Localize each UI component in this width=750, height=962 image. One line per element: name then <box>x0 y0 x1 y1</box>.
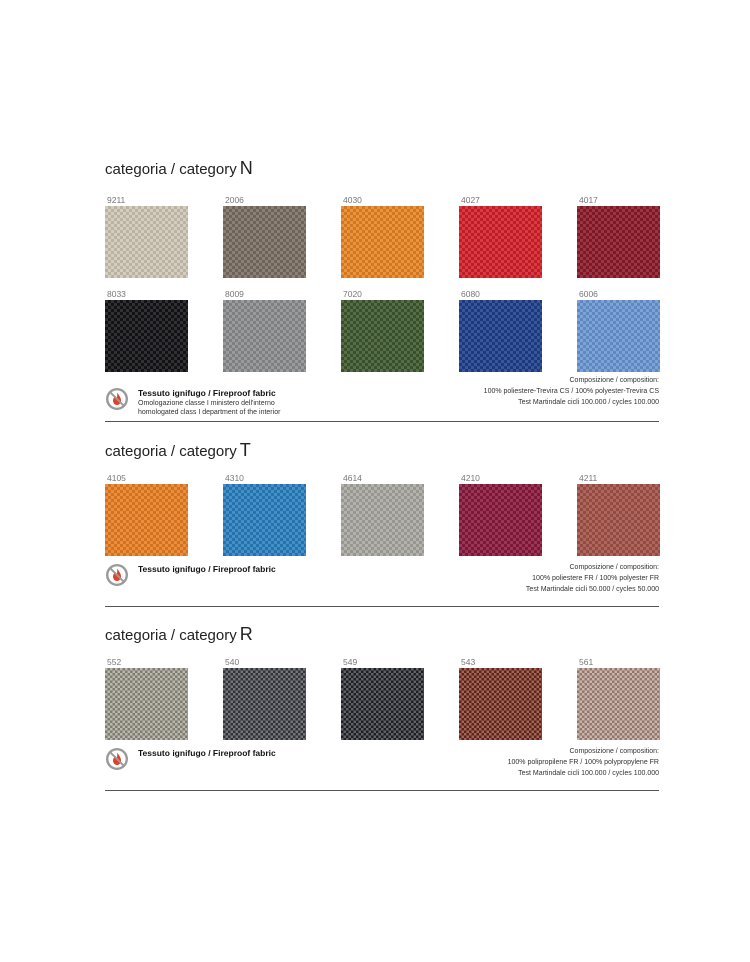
fabric-swatch[interactable] <box>459 657 542 740</box>
fireproof-icon <box>105 747 129 771</box>
fabric-swatch[interactable] <box>577 289 660 372</box>
fabric-swatch[interactable] <box>341 195 424 278</box>
fabric-tile <box>105 668 188 740</box>
category-letter: N <box>239 158 253 178</box>
fabric-tile <box>105 300 188 372</box>
fabric-texture <box>105 300 188 372</box>
fabric-texture <box>105 668 188 740</box>
composition-line: 100% poliestere-Trevira CS / 100% polyester-Trevira CS <box>483 388 659 395</box>
fabric-code: 552 <box>107 657 122 667</box>
fabric-code: 2006 <box>225 195 244 205</box>
category-heading <box>105 440 251 461</box>
composition-line: Test Martindale cicli 100.000 / cycles 100.000 <box>518 770 659 777</box>
fabric-code: 4614 <box>343 473 362 483</box>
fabric-texture <box>577 206 660 278</box>
fireproof-title: Tessuto ignifugo / Fireproof fabric <box>138 388 276 398</box>
fabric-texture <box>341 668 424 740</box>
fabric-swatch[interactable] <box>577 473 660 556</box>
fabric-tile <box>341 206 424 278</box>
fabric-code: 4030 <box>343 195 362 205</box>
composition-line: Test Martindale cicli 100.000 / cycles 100.000 <box>518 399 659 406</box>
fabric-code: 7020 <box>343 289 362 299</box>
composition-line: Composizione / composition: <box>569 377 659 384</box>
fabric-swatch[interactable] <box>105 473 188 556</box>
fabric-texture <box>459 206 542 278</box>
fireproof-label <box>138 388 280 417</box>
fabric-tile <box>223 668 306 740</box>
composition-info <box>484 375 659 408</box>
fireproof-title: Tessuto ignifugo / Fireproof fabric <box>138 748 276 758</box>
fireproof-label <box>138 564 276 575</box>
composition-line: 100% poliestere FR / 100% polyester FR <box>532 575 659 582</box>
fabric-swatch[interactable] <box>341 473 424 556</box>
fabric-texture <box>223 484 306 556</box>
composition-line: 100% polipropilene FR / 100% polypropylene FR <box>507 759 659 766</box>
fabric-texture <box>459 300 542 372</box>
category-name: categoria / category <box>105 443 237 460</box>
composition-line: Test Martindale cicli 50.000 / cycles 50.000 <box>525 586 659 593</box>
fabric-swatch[interactable] <box>341 657 424 740</box>
category-section-n <box>105 158 659 425</box>
fabric-tile <box>577 668 660 740</box>
fabric-tile <box>341 668 424 740</box>
fabric-swatch[interactable] <box>223 195 306 278</box>
fabric-tile <box>105 484 188 556</box>
fabric-texture <box>105 206 188 278</box>
fireproof-note: homologated class I department of the interior <box>138 409 281 416</box>
section-divider <box>105 606 659 607</box>
fabric-tile <box>459 206 542 278</box>
fabric-swatch[interactable] <box>223 289 306 372</box>
fabric-texture <box>223 206 306 278</box>
fabric-code: 4017 <box>579 195 598 205</box>
composition-line: Composizione / composition: <box>569 564 659 571</box>
fabric-texture <box>105 484 188 556</box>
fabric-texture <box>223 300 306 372</box>
fabric-code: 8009 <box>225 289 244 299</box>
fabric-tile <box>341 300 424 372</box>
fireproof-title: Tessuto ignifugo / Fireproof fabric <box>138 564 276 574</box>
fabric-tile <box>223 484 306 556</box>
category-heading <box>105 158 253 179</box>
composition-info <box>508 746 659 779</box>
fabric-tile <box>223 206 306 278</box>
fabric-texture <box>577 484 660 556</box>
fabric-swatch[interactable] <box>223 657 306 740</box>
fabric-tile <box>459 668 542 740</box>
fabric-tile <box>341 484 424 556</box>
fabric-code: 9211 <box>107 195 126 205</box>
fabric-code: 4027 <box>461 195 480 205</box>
fabric-tile <box>577 206 660 278</box>
fabric-texture <box>223 668 306 740</box>
fabric-swatch[interactable] <box>459 473 542 556</box>
fireproof-note: Omologazione classe I ministero dell'interno <box>138 400 275 407</box>
fabric-tile <box>577 484 660 556</box>
fabric-texture <box>459 668 542 740</box>
fabric-swatch[interactable] <box>223 473 306 556</box>
fabric-code: 6006 <box>579 289 598 299</box>
fabric-swatch[interactable] <box>577 657 660 740</box>
fabric-tile <box>105 206 188 278</box>
fabric-code: 4211 <box>579 473 598 483</box>
category-name: categoria / category <box>105 627 237 644</box>
fabric-code: 4105 <box>107 473 126 483</box>
fabric-swatch[interactable] <box>577 195 660 278</box>
fabric-code: 543 <box>461 657 476 667</box>
fabric-swatch[interactable] <box>105 195 188 278</box>
fireproof-label <box>138 748 276 759</box>
fabric-code: 6080 <box>461 289 480 299</box>
fabric-texture <box>341 206 424 278</box>
fabric-tile <box>459 484 542 556</box>
fabric-swatch[interactable] <box>459 195 542 278</box>
section-divider <box>105 790 659 791</box>
fabric-code: 4210 <box>461 473 480 483</box>
composition-info <box>526 562 659 595</box>
composition-line: Composizione / composition: <box>569 748 659 755</box>
fabric-texture <box>577 300 660 372</box>
fabric-tile <box>223 300 306 372</box>
fabric-tile <box>577 300 660 372</box>
fabric-code: 8033 <box>107 289 126 299</box>
fabric-texture <box>459 484 542 556</box>
fabric-texture <box>341 484 424 556</box>
fabric-swatch[interactable] <box>105 657 188 740</box>
fabric-swatch[interactable] <box>341 289 424 372</box>
category-section-r <box>105 624 659 794</box>
fabric-code: 549 <box>343 657 358 667</box>
category-name: categoria / category <box>105 161 237 178</box>
fabric-swatch[interactable] <box>459 289 542 372</box>
section-divider <box>105 421 659 422</box>
fabric-texture <box>341 300 424 372</box>
fabric-code: 540 <box>225 657 240 667</box>
category-letter: R <box>239 624 253 644</box>
category-section-t <box>105 440 659 610</box>
fabric-texture <box>577 668 660 740</box>
fabric-code: 4310 <box>225 473 244 483</box>
fabric-swatch[interactable] <box>105 289 188 372</box>
fabric-tile <box>459 300 542 372</box>
fireproof-icon <box>105 563 129 587</box>
category-heading <box>105 624 253 645</box>
category-letter: T <box>239 440 251 460</box>
fabric-code: 561 <box>579 657 594 667</box>
fireproof-icon <box>105 387 129 411</box>
